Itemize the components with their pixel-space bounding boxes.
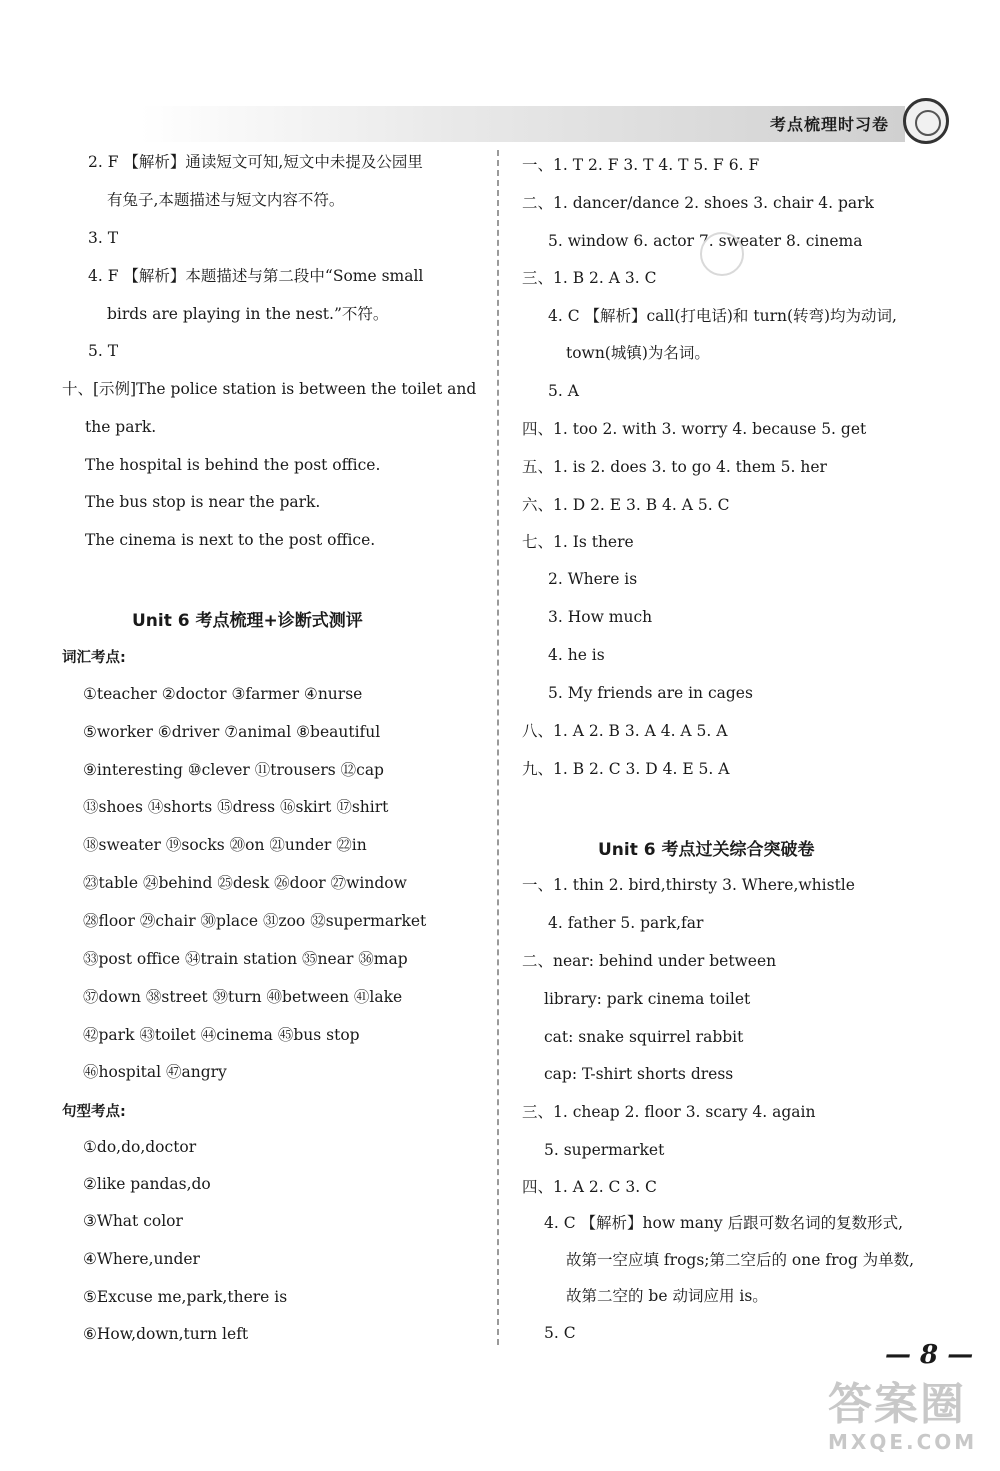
- answer-line: 故第一空应填 frogs;第二空后的 one frog 为单数,: [566, 1251, 915, 1269]
- vocab-line: ㉝post office ㉞train station ㉟near ㊱map: [83, 950, 408, 968]
- answer-line: 四、1. A 2. C 3. C: [522, 1178, 657, 1196]
- answer-line: 5. window 6. actor 7. sweater 8. cinema: [548, 232, 863, 250]
- answer-line: 一、1. thin 2. bird,thirsty 3. Where,whistle: [522, 876, 855, 894]
- answer-line: 五、1. is 2. does 3. to go 4. them 5. her: [522, 458, 827, 476]
- answer-line: 二、near: behind under between: [522, 952, 777, 970]
- vocab-line: ㉓table ㉔behind ㉕desk ㉖door ㉗window: [83, 874, 407, 892]
- sentence-line: ⑥How,down,turn left: [83, 1325, 249, 1343]
- answer-line: 4. he is: [548, 646, 605, 664]
- answer-line: cat: snake squirrel rabbit: [544, 1028, 744, 1046]
- answer-line: 八、1. A 2. B 3. A 4. A 5. A: [522, 722, 728, 740]
- vocab-line: ⑤worker ⑥driver ⑦animal ⑧beautiful: [83, 723, 381, 741]
- faded-stamp: [700, 232, 744, 276]
- vocab-line: ⑬shoes ⑭shorts ⑮dress ⑯skirt ⑰shirt: [83, 798, 389, 816]
- watermark: [828, 1380, 988, 1460]
- answer-line: 4. C 【解析】call(打电话)和 turn(转弯)均为动词,: [548, 307, 897, 325]
- watermark-url: MXQE.COM: [828, 1430, 978, 1454]
- answer-line: 5. T: [88, 342, 119, 360]
- logo-icon: [903, 98, 949, 144]
- vocab-line: ①teacher ②doctor ③farmer ④nurse: [83, 685, 363, 703]
- answer-line: 四、1. too 2. with 3. worry 4. because 5. get: [522, 420, 867, 438]
- answer-line: birds are playing in the nest.”不符。: [107, 305, 389, 323]
- answer-line: 5. supermarket: [544, 1141, 665, 1159]
- answer-line: 4. father 5. park,far: [548, 914, 704, 932]
- sentence-line: ②like pandas,do: [83, 1175, 211, 1193]
- answer-line: The cinema is next to the post office.: [85, 531, 376, 549]
- sentence-line: ①do,do,doctor: [83, 1138, 197, 1156]
- vocab-line: ㊻hospital ㊼angry: [83, 1063, 227, 1081]
- answer-line: The hospital is behind the post office.: [85, 456, 381, 474]
- sentence-line: ④Where,under: [83, 1250, 200, 1268]
- page-number: — 8 —: [885, 1340, 974, 1370]
- answer-line: 九、1. B 2. C 3. D 4. E 5. A: [522, 760, 730, 778]
- sentence-line: ③What color: [83, 1212, 183, 1230]
- answer-line: 二、1. dancer/dance 2. shoes 3. chair 4. park: [522, 194, 874, 212]
- unit-heading-left: Unit 6 考点梳理+诊断式测评: [132, 611, 363, 631]
- header-title: 考点梳理时习卷: [770, 115, 890, 134]
- answer-line: 2. F 【解析】通读短文可知,短文中未提及公园里: [88, 153, 423, 171]
- answer-line: town(城镇)为名词。: [566, 344, 710, 362]
- answer-line: 2. Where is: [548, 570, 638, 588]
- column-divider: [497, 150, 499, 1345]
- answer-line: 六、1. D 2. E 3. B 4. A 5. C: [522, 496, 730, 514]
- answer-line: 5. A: [548, 382, 579, 400]
- answer-line: 4. F 【解析】本题描述与第二段中“Some small: [88, 267, 424, 285]
- vocab-label: 词汇考点:: [62, 650, 126, 666]
- answer-line: 故第二空的 be 动词应用 is。: [566, 1287, 768, 1305]
- answer-line: 三、1. B 2. A 3. C: [522, 269, 657, 287]
- vocab-line: ㉘floor ㉙chair ㉚place ㉛zoo ㉜supermarket: [83, 912, 427, 930]
- answer-line: 十、[示例]The police station is between the toilet and: [62, 380, 477, 398]
- answer-line: 三、1. cheap 2. floor 3. scary 4. again: [522, 1103, 816, 1121]
- answer-line: 5. C: [544, 1324, 576, 1342]
- answer-line: 3. T: [88, 229, 119, 247]
- vocab-line: ㊲down ㊳street ㊴turn ㊵between ㊶lake: [83, 988, 403, 1006]
- answer-line: 七、1. Is there: [522, 533, 634, 551]
- answer-line: the park.: [85, 418, 157, 436]
- unit-heading-right: Unit 6 考点过关综合突破卷: [598, 840, 815, 860]
- sentence-line: ⑤Excuse me,park,there is: [83, 1288, 288, 1306]
- answer-line: 有兔子,本题描述与短文内容不符。: [107, 191, 345, 209]
- vocab-line: ⑨interesting ⑩clever ⑪trousers ⑫cap: [83, 761, 384, 779]
- answer-line: library: park cinema toilet: [544, 990, 751, 1008]
- answer-line: 3. How much: [548, 608, 653, 626]
- answer-line: 一、1. T 2. F 3. T 4. T 5. F 6. F: [522, 156, 760, 174]
- answer-line: cap: T-shirt shorts dress: [544, 1065, 734, 1083]
- answer-line: 5. My friends are in cages: [548, 684, 753, 702]
- watermark-text: 答案圈: [828, 1379, 966, 1430]
- sentence-label: 句型考点:: [62, 1104, 126, 1120]
- vocab-line: ⑱sweater ⑲socks ⑳on ㉑under ㉒in: [83, 836, 367, 854]
- vocab-line: ㊷park ㊸toilet ㊹cinema ㊺bus stop: [83, 1026, 360, 1044]
- answer-line: The bus stop is near the park.: [85, 493, 321, 511]
- answer-line: 4. C 【解析】how many 后跟可数名词的复数形式,: [544, 1214, 904, 1232]
